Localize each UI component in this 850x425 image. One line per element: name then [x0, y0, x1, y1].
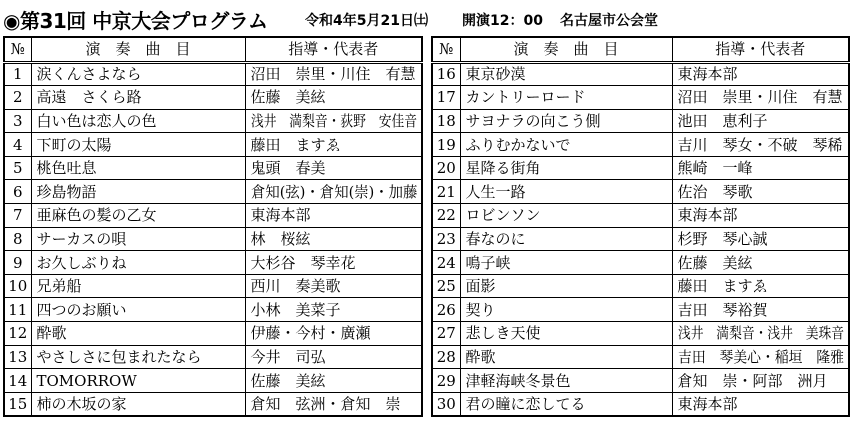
- header-row: [432, 37, 849, 62]
- program-row: [432, 345, 849, 369]
- item-number-cell: [4, 345, 31, 369]
- column-header-song: 演 奏 曲 目: [460, 37, 672, 62]
- song-title-cell: [31, 204, 245, 228]
- item-number-cell: [4, 156, 31, 180]
- song-title: 星降る街角: [465, 159, 541, 178]
- song-title: ふりむかないで: [465, 135, 571, 154]
- song-title: サヨナラの向こう側: [465, 111, 601, 130]
- performer-name-cell: [672, 156, 849, 180]
- program-row: [4, 86, 422, 110]
- performer-name: 鬼頭 春美: [250, 159, 326, 178]
- item-number-cell: [4, 133, 31, 157]
- performer-name-cell: [245, 392, 422, 416]
- song-title-cell: [31, 345, 245, 369]
- song-title: ロビンソン: [465, 206, 541, 225]
- song-title: 下町の太陽: [36, 135, 112, 154]
- item-number-cell: [432, 133, 460, 157]
- performer-name-cell: [672, 298, 849, 322]
- song-title-cell: [460, 133, 672, 157]
- song-title-cell: [31, 109, 245, 133]
- item-number: 20: [436, 159, 456, 178]
- item-number-cell: [4, 251, 31, 275]
- song-title-cell: [460, 322, 672, 346]
- item-number-cell: [4, 392, 31, 416]
- program-row: [432, 156, 849, 180]
- performer-name: 倉知(弦)・倉知(崇)・加藤: [250, 182, 417, 201]
- performer-name: 伊藤・今村・廣瀬: [250, 324, 371, 343]
- item-number-cell: [432, 86, 460, 110]
- song-title-cell: [31, 133, 245, 157]
- item-number: 13: [8, 347, 28, 366]
- performer-name-cell: [245, 180, 422, 204]
- performer-name: 西川 奏美歌: [250, 277, 341, 296]
- performer-name-cell: [672, 86, 849, 110]
- performer-name: 佐治 琴歌: [677, 182, 753, 201]
- performer-name: 東海本部: [250, 206, 311, 225]
- song-title-cell: [31, 156, 245, 180]
- performer-name: 吉田 琴美心・稲垣 隆雅: [677, 347, 844, 366]
- song-title-cell: [460, 274, 672, 298]
- song-title-cell: [31, 227, 245, 251]
- item-number-cell: [4, 369, 31, 393]
- song-title: 悲しき天使: [465, 324, 541, 343]
- performer-name-cell: [245, 62, 422, 86]
- performer-name-cell: [245, 204, 422, 228]
- column-header-leader: 指導・代表者: [672, 37, 849, 62]
- program-row: [4, 322, 422, 346]
- performer-name: 佐藤 美絃: [250, 371, 326, 390]
- song-title: お久しぶりね: [36, 253, 127, 272]
- program-row: [4, 62, 422, 86]
- item-number: 5: [12, 159, 23, 178]
- item-number: 3: [12, 111, 23, 130]
- item-number-cell: [432, 62, 460, 86]
- song-title: 涙くんさよなら: [36, 65, 142, 84]
- performer-name-cell: [672, 62, 849, 86]
- program-row: [432, 227, 849, 251]
- item-number-cell: [432, 274, 460, 298]
- performer-name-cell: [672, 369, 849, 393]
- item-number: 21: [436, 182, 456, 201]
- performer-name: 藤田 ますゑ: [250, 135, 341, 154]
- performer-name-cell: [245, 86, 422, 110]
- song-title-cell: [460, 86, 672, 110]
- performer-name-cell: [245, 345, 422, 369]
- item-number: 30: [436, 394, 456, 413]
- item-number-cell: [432, 227, 460, 251]
- item-number: 9: [12, 253, 23, 272]
- song-title: サーカスの唄: [36, 229, 127, 248]
- performer-name-cell: [245, 227, 422, 251]
- program-row: [432, 62, 849, 86]
- song-title-cell: [31, 251, 245, 275]
- item-number-cell: [432, 392, 460, 416]
- song-title-cell: [460, 369, 672, 393]
- program-row: [432, 204, 849, 228]
- performer-name-cell: [245, 322, 422, 346]
- song-title: 春なのに: [465, 229, 526, 248]
- song-title-cell: [460, 251, 672, 275]
- song-title: 人生一路: [465, 182, 526, 201]
- song-title: 四つのお願い: [36, 300, 127, 319]
- item-number: 2: [12, 88, 23, 107]
- performer-name-cell: [672, 109, 849, 133]
- item-number: 6: [12, 182, 23, 201]
- program-row: [4, 156, 422, 180]
- performer-name: 浅井 満梨音・荻野 安佳音: [250, 111, 417, 130]
- program-row: [432, 298, 849, 322]
- performer-name: 小林 美菜子: [250, 300, 341, 319]
- song-title-cell: [460, 180, 672, 204]
- item-number-cell: [4, 227, 31, 251]
- item-number: 4: [12, 135, 23, 154]
- item-number: 8: [12, 229, 23, 248]
- song-title-cell: [460, 392, 672, 416]
- item-number: 19: [436, 135, 456, 154]
- item-number: 14: [8, 371, 28, 390]
- song-title-cell: [31, 322, 245, 346]
- performer-name-cell: [672, 345, 849, 369]
- program-row: [4, 227, 422, 251]
- program-title: ◉第31回 中京大会プログラム: [3, 9, 268, 33]
- performer-name-cell: [672, 227, 849, 251]
- song-title: 面影: [465, 277, 496, 296]
- performer-name: 今井 司弘: [250, 347, 326, 366]
- performer-name: 杉野 琴心誠: [677, 229, 768, 248]
- performer-name-cell: [245, 274, 422, 298]
- program-row: [432, 274, 849, 298]
- performer-name: 吉川 琴女・不破 琴稀: [677, 135, 843, 154]
- item-number: 10: [8, 277, 28, 296]
- program-row: [4, 133, 422, 157]
- item-number: 23: [436, 229, 456, 248]
- song-title: 桃色吐息: [36, 159, 97, 178]
- song-title: 君の瞳に恋してる: [465, 394, 586, 413]
- song-title-cell: [460, 227, 672, 251]
- item-number: 27: [436, 324, 456, 343]
- program-row: [4, 345, 422, 369]
- song-title: 白い色は恋人の色: [36, 111, 157, 130]
- item-number-cell: [4, 322, 31, 346]
- event-date: 令和4年5月21日㈯: [305, 13, 428, 29]
- song-title: 東京砂漠: [465, 65, 526, 84]
- program-row: [432, 109, 849, 133]
- performer-name: 浅井 満梨音・浅井 美珠音: [677, 324, 844, 343]
- performer-name-cell: [672, 322, 849, 346]
- performer-name: 東海本部: [677, 65, 738, 84]
- performer-name: 倉知 弦洲・倉知 崇: [250, 394, 401, 413]
- item-number: 24: [436, 253, 456, 272]
- performer-name-cell: [245, 133, 422, 157]
- program-row: [4, 369, 422, 393]
- item-number: 1: [12, 65, 23, 84]
- song-title: 亜麻色の髪の乙女: [36, 206, 157, 225]
- performer-name: 熊崎 一峰: [677, 159, 753, 178]
- item-number-cell: [4, 62, 31, 86]
- program-row: [4, 392, 422, 416]
- song-title-cell: [460, 156, 672, 180]
- program-row: [4, 251, 422, 275]
- performer-name-cell: [672, 274, 849, 298]
- item-number-cell: [4, 298, 31, 322]
- song-title: 酔歌: [465, 347, 496, 366]
- performer-name: 池田 恵利子: [677, 111, 768, 130]
- item-number-cell: [432, 180, 460, 204]
- song-title: カントリーロード: [465, 88, 586, 107]
- program-row: [432, 251, 849, 275]
- item-number: 15: [8, 394, 28, 413]
- performer-name: 藤田 ますゑ: [677, 277, 768, 296]
- song-title: 高遠 さくら路: [36, 88, 142, 107]
- song-title-cell: [31, 62, 245, 86]
- program-row: [432, 392, 849, 416]
- song-title: 津軽海峡冬景色: [465, 371, 571, 390]
- song-title: TOMORROW: [36, 371, 137, 390]
- item-number: 26: [436, 300, 456, 319]
- program-row: [4, 298, 422, 322]
- song-title: 珍島物語: [36, 182, 97, 201]
- item-number: 7: [12, 206, 23, 225]
- song-title: 鳴子峡: [465, 253, 511, 272]
- start-time: 開演12：00: [462, 13, 543, 29]
- item-number-cell: [4, 204, 31, 228]
- song-title: 酔歌: [36, 324, 67, 343]
- item-number-cell: [4, 180, 31, 204]
- performer-name-cell: [672, 392, 849, 416]
- performer-name: 東海本部: [677, 206, 738, 225]
- item-number: 29: [436, 371, 456, 390]
- program-row: [4, 180, 422, 204]
- performer-name-cell: [245, 298, 422, 322]
- song-title-cell: [31, 369, 245, 393]
- item-number: 22: [436, 206, 456, 225]
- item-number-cell: [432, 204, 460, 228]
- song-title-cell: [31, 86, 245, 110]
- item-number-cell: [4, 109, 31, 133]
- item-number-cell: [432, 251, 460, 275]
- item-number-cell: [432, 298, 460, 322]
- program-row: [4, 274, 422, 298]
- column-header-number: №: [4, 37, 31, 62]
- performer-name-cell: [245, 369, 422, 393]
- performer-name: 佐藤 美絃: [250, 88, 326, 107]
- item-number: 28: [436, 347, 456, 366]
- song-title: やさしさに包まれたなら: [36, 347, 202, 366]
- performer-name: 倉知 崇・阿部 洲月: [677, 371, 828, 390]
- performer-name-cell: [245, 156, 422, 180]
- song-title-cell: [460, 204, 672, 228]
- venue-name: 名古屋市公会堂: [560, 13, 658, 29]
- table-body: [4, 62, 422, 416]
- item-number-cell: [432, 322, 460, 346]
- song-title: 兄弟船: [36, 277, 82, 296]
- performer-name-cell: [672, 204, 849, 228]
- item-number-cell: [4, 274, 31, 298]
- item-number-cell: [4, 86, 31, 110]
- performer-name: 大杉谷 琴幸花: [250, 253, 356, 272]
- performer-name: 林 桜絃: [250, 229, 311, 248]
- song-title-cell: [460, 345, 672, 369]
- program-row: [4, 204, 422, 228]
- song-title-cell: [31, 298, 245, 322]
- program-row: [432, 180, 849, 204]
- column-header-number: №: [432, 37, 460, 62]
- song-title-cell: [31, 180, 245, 204]
- song-title: 柿の木坂の家: [36, 394, 127, 413]
- table-body: [432, 62, 849, 416]
- item-number: 17: [436, 88, 456, 107]
- table-header: [432, 37, 849, 62]
- table-header: [4, 37, 422, 62]
- program-row: [432, 133, 849, 157]
- performer-name: 沼田 崇里・川住 有慧: [250, 65, 416, 84]
- item-number-cell: [432, 345, 460, 369]
- performer-name: 東海本部: [677, 394, 738, 413]
- program-table-right: [431, 36, 850, 417]
- item-number: 16: [436, 65, 456, 84]
- song-title-cell: [460, 298, 672, 322]
- item-number-cell: [432, 156, 460, 180]
- header-row: [4, 37, 422, 62]
- column-header-leader: 指導・代表者: [245, 37, 422, 62]
- song-title-cell: [31, 274, 245, 298]
- performer-name-cell: [672, 180, 849, 204]
- column-header-song: 演 奏 曲 目: [31, 37, 245, 62]
- performer-name-cell: [245, 109, 422, 133]
- item-number-cell: [432, 369, 460, 393]
- item-number: 25: [436, 277, 456, 296]
- program-header: [0, 4, 850, 34]
- song-title: 契り: [465, 300, 496, 319]
- item-number-cell: [432, 109, 460, 133]
- song-title-cell: [460, 62, 672, 86]
- program-row: [432, 369, 849, 393]
- song-title-cell: [31, 392, 245, 416]
- item-number: 11: [8, 300, 28, 319]
- performer-name-cell: [672, 251, 849, 275]
- performer-name: 佐藤 美絃: [677, 253, 753, 272]
- performer-name: 吉田 琴裕賀: [677, 300, 768, 319]
- program-row: [4, 109, 422, 133]
- song-title-cell: [460, 109, 672, 133]
- performer-name: 沼田 崇里・川住 有慧: [677, 88, 843, 107]
- item-number: 18: [436, 111, 456, 130]
- program-row: [432, 322, 849, 346]
- program-row: [432, 86, 849, 110]
- item-number: 12: [8, 324, 28, 343]
- performer-name-cell: [245, 251, 422, 275]
- program-table-left: [3, 36, 423, 417]
- performer-name-cell: [672, 133, 849, 157]
